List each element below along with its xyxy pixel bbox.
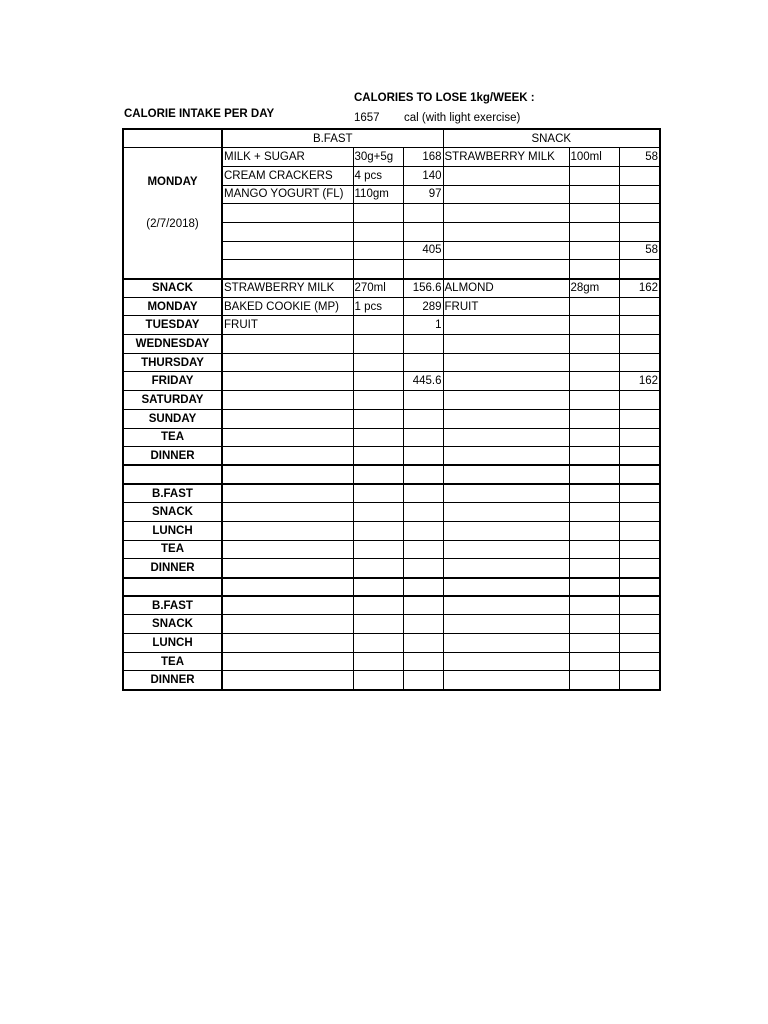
separator-row (123, 578, 660, 597)
table-cell: STRAWBERRY MILK (222, 279, 353, 298)
table-cell (222, 671, 353, 690)
row-label: B.FAST (123, 484, 222, 503)
table-cell (222, 559, 353, 578)
table-cell (403, 634, 443, 653)
calories-title: CALORIES TO LOSE 1kg/WEEK : (354, 92, 535, 104)
table-cell (619, 185, 660, 204)
table-cell (403, 391, 443, 410)
table-cell (222, 335, 353, 354)
table-cell (403, 578, 443, 597)
table-cell: MILK + SUGAR (222, 148, 353, 167)
table-cell (222, 222, 353, 241)
monday-date-label: (2/7/2018) (146, 218, 199, 231)
table-row (123, 335, 660, 354)
table-cell: 156.6 (403, 279, 443, 298)
table-cell: 289 (403, 297, 443, 316)
section-header-row (123, 129, 660, 148)
table-cell (619, 297, 660, 316)
table-cell (353, 428, 403, 447)
table-cell (353, 484, 403, 503)
table-cell (123, 465, 222, 484)
table-cell: 162 (619, 372, 660, 391)
table-cell (443, 391, 569, 410)
table-cell (403, 540, 443, 559)
table-cell (569, 578, 619, 597)
table-row (123, 447, 660, 466)
table-cell (619, 260, 660, 279)
table-cell (443, 428, 569, 447)
table-cell (353, 241, 403, 260)
table-cell (403, 204, 443, 223)
table-cell (222, 634, 353, 653)
table-row (123, 391, 660, 410)
row-label: SUNDAY (123, 409, 222, 428)
table-cell (569, 465, 619, 484)
table-cell (443, 185, 569, 204)
table-row (123, 428, 660, 447)
table-cell (403, 465, 443, 484)
table-cell (443, 241, 569, 260)
table-cell: 100ml (569, 148, 619, 167)
table-cell (222, 447, 353, 466)
table-cell (403, 353, 443, 372)
table-cell (569, 222, 619, 241)
table-cell (619, 634, 660, 653)
table-cell (222, 503, 353, 522)
table-cell (222, 540, 353, 559)
row-label: TEA (123, 540, 222, 559)
table-cell (443, 353, 569, 372)
table-cell (569, 166, 619, 185)
table-row (123, 409, 660, 428)
row-label: LUNCH (123, 521, 222, 540)
table-cell (443, 484, 569, 503)
table-cell (619, 671, 660, 690)
row-label: MONDAY (123, 297, 222, 316)
table-cell (619, 652, 660, 671)
table-cell (353, 372, 403, 391)
table-cell (443, 578, 569, 597)
table-cell (403, 428, 443, 447)
table-cell (443, 634, 569, 653)
table-cell (569, 447, 619, 466)
table-cell (222, 652, 353, 671)
table-cell: 58 (619, 148, 660, 167)
table-cell (443, 372, 569, 391)
table-cell (353, 596, 403, 615)
table-cell: BAKED COOKIE (MP) (222, 297, 353, 316)
table-cell (569, 353, 619, 372)
table-cell (353, 353, 403, 372)
table-cell (222, 521, 353, 540)
row-label: DINNER (123, 671, 222, 690)
row-label: TEA (123, 652, 222, 671)
table-cell (403, 409, 443, 428)
table-cell (222, 578, 353, 597)
table-cell (222, 391, 353, 410)
table-cell (353, 634, 403, 653)
table-cell (569, 391, 619, 410)
table-cell (569, 634, 619, 653)
table-cell (619, 335, 660, 354)
table-cell: 4 pcs (353, 166, 403, 185)
table-row (123, 316, 660, 335)
table-cell: CREAM CRACKERS (222, 166, 353, 185)
table-row (123, 503, 660, 522)
table-cell (443, 316, 569, 335)
table-cell (353, 316, 403, 335)
row-label: WEDNESDAY (123, 335, 222, 354)
table-cell (353, 222, 403, 241)
table-cell (569, 428, 619, 447)
table-cell (443, 260, 569, 279)
table-cell (403, 671, 443, 690)
table-cell: 28gm (569, 279, 619, 298)
table-cell (222, 409, 353, 428)
table-cell (443, 166, 569, 185)
table-cell: 1 (403, 316, 443, 335)
table-cell: 97 (403, 185, 443, 204)
table-row (123, 634, 660, 653)
table-cell: 30g+5g (353, 148, 403, 167)
table-cell (569, 671, 619, 690)
separator-row (123, 465, 660, 484)
table-cell: 270ml (353, 279, 403, 298)
table-cell (443, 521, 569, 540)
table-cell (619, 540, 660, 559)
row-label: DINNER (123, 559, 222, 578)
row-label: B.FAST (123, 596, 222, 615)
table-cell (443, 222, 569, 241)
row-label: DINNER (123, 447, 222, 466)
table-row (123, 279, 660, 298)
table-cell (403, 484, 443, 503)
row-label: TEA (123, 428, 222, 447)
table-cell: 162 (619, 279, 660, 298)
table-cell (569, 372, 619, 391)
row-label: LUNCH (123, 634, 222, 653)
table-row (123, 297, 660, 316)
table-cell (353, 335, 403, 354)
table-cell (443, 409, 569, 428)
table-cell (569, 540, 619, 559)
table-cell (353, 578, 403, 597)
table-cell (353, 465, 403, 484)
table-row (123, 372, 660, 391)
table-cell (403, 260, 443, 279)
corner-cell (123, 129, 222, 148)
row-label: SNACK (123, 503, 222, 522)
table-cell (569, 241, 619, 260)
table-cell: 1 pcs (353, 297, 403, 316)
table-cell (443, 559, 569, 578)
table-cell (353, 615, 403, 634)
table-cell (619, 409, 660, 428)
table-cell (569, 615, 619, 634)
table-row (123, 521, 660, 540)
table-cell (619, 503, 660, 522)
table-row (123, 671, 660, 690)
table-cell (569, 204, 619, 223)
table-cell (443, 465, 569, 484)
table-cell (619, 596, 660, 615)
table-cell (443, 671, 569, 690)
table-cell (619, 428, 660, 447)
table-cell (619, 353, 660, 372)
table-row (123, 353, 660, 372)
table-cell (569, 297, 619, 316)
table-cell (123, 578, 222, 597)
table-cell (222, 372, 353, 391)
table-cell (619, 559, 660, 578)
table-cell (619, 465, 660, 484)
row-label: SNACK (123, 279, 222, 298)
table-cell (619, 578, 660, 597)
table-cell: 445.6 (403, 372, 443, 391)
table-row (123, 652, 660, 671)
calorie-sheet (122, 128, 661, 691)
table-cell (353, 671, 403, 690)
table-cell (443, 615, 569, 634)
table-cell (403, 447, 443, 466)
table-cell (403, 652, 443, 671)
table-cell (569, 335, 619, 354)
row-label: SNACK (123, 615, 222, 634)
table-cell (353, 521, 403, 540)
table-cell (403, 503, 443, 522)
table-cell (443, 652, 569, 671)
table-cell (569, 409, 619, 428)
sheet-title: CALORIE INTAKE PER DAY (124, 108, 275, 120)
table-cell (569, 260, 619, 279)
table-cell (353, 652, 403, 671)
table-cell (443, 503, 569, 522)
table-cell (403, 596, 443, 615)
table-cell (443, 540, 569, 559)
table-row (123, 484, 660, 503)
table-cell (403, 335, 443, 354)
table-cell (619, 521, 660, 540)
table-cell (403, 615, 443, 634)
table-row (123, 596, 660, 615)
row-label: THURSDAY (123, 353, 222, 372)
table-cell (353, 409, 403, 428)
table-cell: 110gm (353, 185, 403, 204)
table-cell (222, 260, 353, 279)
table-cell (353, 559, 403, 578)
table-cell (443, 335, 569, 354)
table-row (123, 559, 660, 578)
table-cell (619, 391, 660, 410)
table-cell (222, 204, 353, 223)
table-cell (569, 185, 619, 204)
table-cell: MANGO YOGURT (FL) (222, 185, 353, 204)
table-cell: FRUIT (443, 297, 569, 316)
table-cell (353, 260, 403, 279)
table-cell: 140 (403, 166, 443, 185)
table-cell (222, 428, 353, 447)
monday-day-cell (123, 148, 222, 279)
table-cell (619, 204, 660, 223)
table-cell (569, 521, 619, 540)
table-cell (619, 447, 660, 466)
table-cell (222, 353, 353, 372)
table-cell (353, 204, 403, 223)
row-label: FRIDAY (123, 372, 222, 391)
row-label: TUESDAY (123, 316, 222, 335)
row-label: SATURDAY (123, 391, 222, 410)
table-cell (443, 204, 569, 223)
table-cell (403, 559, 443, 578)
table-cell (353, 391, 403, 410)
table-cell (222, 465, 353, 484)
table-cell: FRUIT (222, 316, 353, 335)
table-cell (619, 222, 660, 241)
calories-note: cal (with light exercise) (404, 112, 521, 124)
table-cell (222, 596, 353, 615)
table-cell (353, 540, 403, 559)
table-cell (403, 521, 443, 540)
table-row (123, 148, 660, 167)
table-cell (619, 615, 660, 634)
monday-day-label: MONDAY (147, 176, 198, 189)
table-cell (443, 447, 569, 466)
table-cell (222, 484, 353, 503)
table-cell (403, 222, 443, 241)
table-cell (222, 241, 353, 260)
bfast-section-header: B.FAST (222, 129, 443, 148)
table-cell: 405 (403, 241, 443, 260)
table-cell (569, 503, 619, 522)
table-cell: 168 (403, 148, 443, 167)
table-cell (569, 316, 619, 335)
table-cell (353, 447, 403, 466)
table-cell (569, 559, 619, 578)
table-cell (443, 596, 569, 615)
table-cell (619, 166, 660, 185)
table-cell (222, 615, 353, 634)
table-cell: ALMOND (443, 279, 569, 298)
table-cell: STRAWBERRY MILK (443, 148, 569, 167)
table-cell: 58 (619, 241, 660, 260)
calories-value: 1657 (354, 112, 380, 124)
table-row (123, 615, 660, 634)
table-row (123, 540, 660, 559)
snack-section-header: SNACK (443, 129, 660, 148)
table-cell (569, 652, 619, 671)
table-cell (569, 596, 619, 615)
table-cell (619, 484, 660, 503)
table-cell (353, 503, 403, 522)
table-cell (619, 316, 660, 335)
table-cell (569, 484, 619, 503)
